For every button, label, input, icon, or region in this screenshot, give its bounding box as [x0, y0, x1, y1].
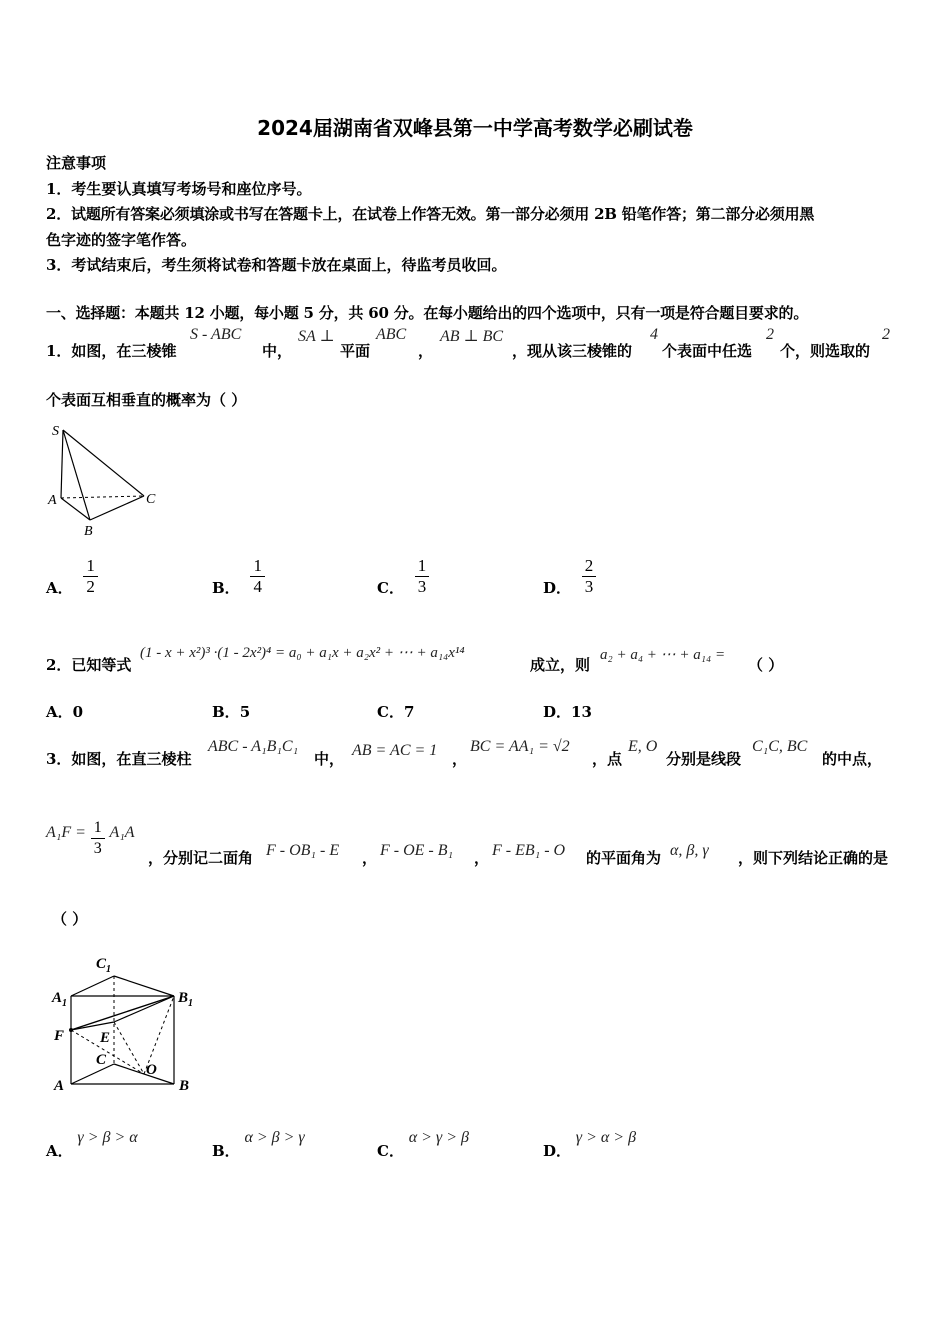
- q2-text-2: 成立，则: [530, 656, 591, 674]
- seg-EB1: [114, 996, 174, 1022]
- q1-option-d[interactable]: [543, 556, 596, 597]
- q2-expression: (1 - x + x²)³ ·(1 - 2x²)⁴ = a₀ + a₁x + a₂x² + ⋯ + a₁₄x¹⁴: [140, 645, 465, 661]
- q2-text-3: （ ）: [748, 656, 784, 674]
- q3-math-1: ABC - A₁B₁C₁: [208, 738, 299, 755]
- q3-vec-lhs: A₁F =: [46, 823, 86, 841]
- page-title: 2024届湖南省双峰县第一中学高考数学必刷试卷: [257, 116, 693, 140]
- q3-text-line3: （ ）: [52, 910, 88, 928]
- q1-option-a-den: 2: [86, 577, 95, 596]
- q1-option-b-fraction: [250, 556, 265, 597]
- q1-option-c-num: 1: [415, 556, 430, 577]
- seg-EO: [114, 1022, 144, 1074]
- q2-option-b-label: B．: [212, 703, 240, 721]
- notice-heading: 注意事项: [46, 154, 107, 172]
- q2-option-b[interactable]: [212, 701, 250, 722]
- q1-text-6: 个表面中任选: [662, 342, 753, 360]
- section-heading: 一、选择题：本题共 12 小题，每小题 5 分，共 60 分。在每小题给出的四个选项中，只有一项是符合题目要求的。: [46, 304, 809, 322]
- notice-item-3: 3．考试结束后，考生须将试卷和答题卡放在桌面上，待监考员收回。: [46, 256, 507, 274]
- q1-option-c-fraction: [415, 556, 430, 597]
- q3-option-a-label: A．: [46, 1142, 73, 1160]
- q1-option-d-fraction: [582, 556, 597, 597]
- label-A: A: [48, 493, 57, 508]
- q3-text-6: 的中点，: [822, 750, 883, 768]
- q3-text-7: ，分别记二面角: [148, 849, 254, 867]
- q1-option-a-fraction: [83, 556, 98, 597]
- q2-option-d[interactable]: [543, 701, 592, 722]
- q2-option-a[interactable]: [46, 701, 83, 722]
- q3-text-2: 中，: [314, 750, 345, 768]
- q3-math-10: α, β, γ: [670, 842, 709, 859]
- q3-text-8: ，: [362, 849, 378, 867]
- edge-AC: [61, 496, 144, 498]
- q2-option-c-label: C．: [377, 703, 404, 721]
- q3-text-1: 3．如图，在直三棱柱: [46, 750, 192, 768]
- q3-text-10: 的平面角为: [586, 849, 662, 867]
- q3-text-5: 分别是线段: [666, 750, 742, 768]
- label-A: A: [54, 1078, 65, 1094]
- q2-expression-2: a₂ + a₄ + ⋯ + a₁₄ =: [600, 647, 726, 663]
- q1-option-a-num: 1: [83, 556, 98, 577]
- q1-option-a[interactable]: [46, 556, 98, 597]
- q3-option-a-value: γ > β > α: [77, 1129, 138, 1146]
- q1-text-1: 1．如图，在三棱锥: [46, 342, 177, 360]
- label-A1: $A_1$: [52, 990, 68, 1009]
- q2-option-c[interactable]: [377, 701, 414, 722]
- q3-text-4: ，点: [592, 750, 623, 768]
- q2-option-b-value: 5: [239, 703, 251, 721]
- edge-SA: [61, 430, 63, 498]
- q1-text-line2: 个表面互相垂直的概率为（ ）: [46, 391, 247, 409]
- q3-option-c-value: α > γ > β: [408, 1129, 469, 1146]
- q2-option-a-value: 0: [72, 703, 84, 721]
- label-B: B: [179, 1078, 190, 1094]
- q1-option-c[interactable]: [377, 556, 429, 597]
- edge-SB: [63, 430, 90, 520]
- q3-option-c[interactable]: [377, 1126, 469, 1160]
- label-F: F: [54, 1028, 65, 1044]
- q3-math-8: F - OE - B₁: [380, 842, 454, 859]
- edge-BC: [90, 496, 144, 520]
- q1-option-c-label: C．: [377, 578, 404, 597]
- q1-math-2: SA ⊥: [298, 328, 335, 345]
- label-B1: $B_1$: [178, 990, 194, 1009]
- point-F: [69, 1028, 73, 1032]
- q1-math-7: 2: [882, 326, 890, 343]
- q1-text-5: ，现从该三棱锥的: [512, 342, 633, 360]
- q3-option-b[interactable]: [212, 1126, 305, 1160]
- label-B: B: [84, 524, 93, 539]
- q1-text-2: 中，: [262, 342, 293, 360]
- q3-text-9: ，: [474, 849, 490, 867]
- q2-option-d-label: D．: [543, 703, 572, 721]
- q1-option-b-label: B．: [212, 578, 240, 597]
- edge-C1B1: [114, 976, 174, 996]
- q3-option-c-label: C．: [377, 1142, 404, 1160]
- q1-math-3: ABC: [376, 326, 407, 343]
- label-S: S: [52, 424, 59, 439]
- seg-FB1: [71, 996, 174, 1030]
- q3-fraction: [91, 818, 105, 859]
- label-E: E: [100, 1030, 111, 1046]
- q3-text-3: ，: [452, 750, 468, 768]
- q1-math-4: AB ⊥ BC: [440, 328, 504, 345]
- q2-option-c-value: 7: [403, 703, 415, 721]
- q3-frac-num: 1: [91, 818, 105, 839]
- q1-math-1: S - ABC: [190, 326, 242, 343]
- edge-SC: [63, 430, 144, 496]
- q1-pyramid-figure: [46, 420, 166, 540]
- q1-option-a-label: A．: [46, 578, 73, 597]
- q3-option-b-label: B．: [212, 1142, 240, 1160]
- q3-vector-equation: [46, 818, 135, 859]
- q3-option-d[interactable]: [543, 1126, 637, 1160]
- label-C1: $C_1$: [96, 956, 112, 975]
- q3-option-a[interactable]: [46, 1126, 138, 1160]
- q2-option-a-label: A．: [46, 703, 73, 721]
- label-C: C: [96, 1052, 107, 1068]
- q3-math-2: AB = AC = 1: [352, 742, 438, 759]
- q3-prism-figure: [46, 950, 206, 1100]
- q2-text-1: 2．已知等式: [46, 656, 132, 674]
- q3-math-4: E, O: [628, 738, 658, 755]
- q3-math-7: F - OB₁ - E: [266, 842, 340, 859]
- notice-item-2-cont: 色字迹的签字笔作答。: [46, 231, 197, 249]
- q3-vec-rhs: A₁A: [109, 823, 135, 841]
- q1-math-6: 2: [766, 326, 774, 343]
- q1-option-b-num: 1: [250, 556, 265, 577]
- label-C: C: [146, 492, 156, 507]
- q1-option-b[interactable]: [212, 556, 265, 597]
- notice-item-1: 1．考生要认真填写考场号和座位序号。: [46, 180, 312, 198]
- q1-option-d-label: D．: [543, 578, 572, 597]
- notice-item-2: 2．试题所有答案必须填涂或书写在答题卡上，在试卷上作答无效。第一部分必须用 2B 铅笔作答；第二部分必须用黑: [46, 205, 815, 223]
- edge-AC: [71, 1064, 114, 1084]
- q1-text-7: 个，则选取的: [780, 342, 871, 360]
- q1-text-4: ，: [418, 342, 434, 360]
- q1-text-3: 平面: [340, 342, 371, 360]
- q3-option-b-value: α > β > γ: [244, 1129, 305, 1146]
- q3-option-d-value: γ > α > β: [575, 1129, 637, 1146]
- q3-text-11: ，则下列结论正确的是: [738, 849, 889, 867]
- q1-option-d-den: 3: [584, 577, 594, 596]
- q1-option-b-den: 4: [253, 577, 262, 596]
- label-O: O: [146, 1062, 157, 1078]
- q3-math-5: C₁C, BC: [752, 738, 808, 755]
- edge-A1C1: [71, 976, 114, 996]
- q3-math-3: BC = AA₁ = √2: [470, 738, 570, 755]
- q3-frac-den: 3: [93, 840, 102, 857]
- q1-option-d-num: 2: [582, 556, 597, 577]
- q2-option-d-value: 13: [571, 703, 592, 721]
- q1-math-5: 4: [650, 326, 658, 343]
- q1-option-c-den: 3: [417, 577, 427, 596]
- q3-math-9: F - EB₁ - O: [492, 842, 566, 859]
- q3-option-d-label: D．: [543, 1142, 572, 1160]
- edge-AB: [61, 498, 90, 520]
